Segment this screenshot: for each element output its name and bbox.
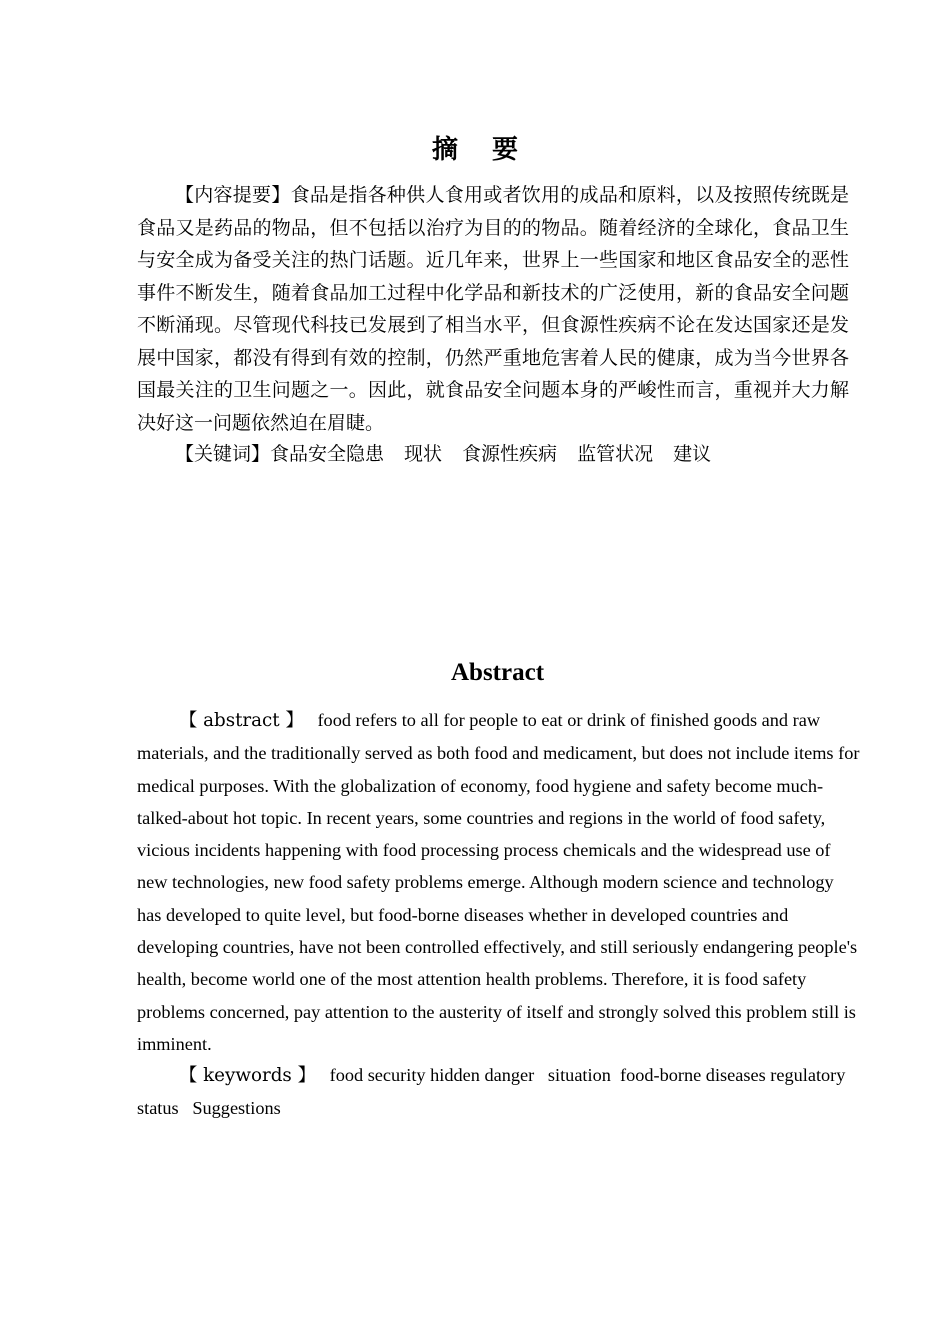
chinese-abstract-label: 【内容提要】 (175, 185, 291, 206)
english-keywords-paragraph (137, 1059, 861, 1125)
keyword-item: 食品安全隐患 (270, 444, 385, 465)
keyword-item: 食源性疾病 (462, 444, 558, 465)
english-keywords-text: food security hidden danger situation food-borne diseases regulatory status Suggestions (137, 1065, 850, 1119)
chinese-abstract-text: 食品是指各种供人食用或者饮用的成品和原料，以及按照传统既是食品又是药品的物品，但不包括以治疗为目的的物品。随着经济的全球化，食品卫生与安全成为备受关注的热门话题。近几年来，世界上一些国家和地区食品安全的恶性事件不断发生，随着食品加工过程中化学品和新技术的广泛使用，新的食品安全问题不断涌现。尽管现代科技已发展到了相当水平，但食源性疾病不论在发达国家还是发展中国家，都没有得到有效的控制，仍然严重地危害着人民的健康，成为当今世界各国最关注的卫生问题之一。因此，就食品安全问题本身的严峻性而言，重视并大力解决好这一问题依然迫在眉睫。 (137, 185, 849, 434)
english-abstract-title: Abstract (450, 659, 545, 686)
keyword-item: 监管状况 (577, 444, 654, 465)
keyword-item: 现状 (404, 444, 443, 465)
chinese-keywords-paragraph (137, 439, 849, 472)
chinese-abstract-paragraph (137, 180, 849, 440)
keyword-item: 建议 (673, 444, 712, 465)
chinese-abstract-title (0, 130, 950, 170)
english-abstract-paragraph (137, 704, 861, 1060)
english-abstract-label: 【 abstract 】 (179, 710, 304, 731)
chinese-keywords-label: 【关键词】 (175, 444, 271, 465)
english-keywords-label: 【 keywords 】 (179, 1065, 316, 1086)
english-abstract-text: food refers to all for people to eat or drink of finished goods and raw materials, and the traditionally served as both food and medicament, but does not include items for medical purposes. With the globalization of economy, food hygiene and safety become much-talked-about hot topic. In recent years, some countries and regions in the world of food safety, vicious incidents happening with food processing process chemicals and the widespread use of new technologies, new food safety problems emerge. Although modern science and technology has developed to quite level, but food-borne diseases whether in developed countries and developing countries, have not been controlled effectively, and still seriously endangering people's health, become world one of the most attention health problems. Therefore, it is food safety problems concerned, pay attention to the austerity of itself and strongly solved this problem still is imminent. (137, 710, 860, 1054)
title-char-1: 摘 (431, 135, 458, 164)
title-char-2: 要 (492, 135, 519, 164)
